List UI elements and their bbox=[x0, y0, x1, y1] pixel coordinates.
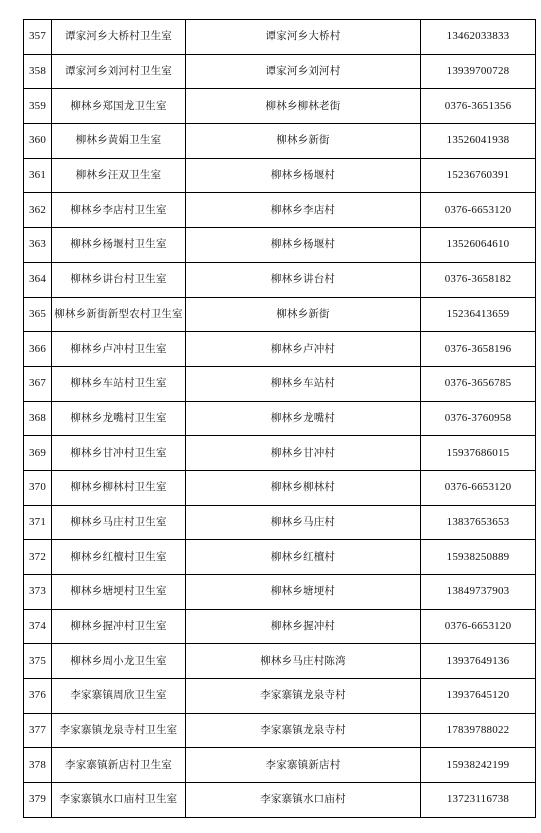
table-row bbox=[24, 262, 536, 297]
row-number-cell: 378 bbox=[24, 748, 52, 783]
clinic-name-cell: 柳林乡郑国龙卫生室 bbox=[52, 89, 186, 124]
table-row bbox=[24, 193, 536, 228]
row-number-cell: 364 bbox=[24, 262, 52, 297]
row-number-cell: 367 bbox=[24, 366, 52, 401]
row-number-cell: 369 bbox=[24, 436, 52, 471]
clinic-phone-cell: 15938250889 bbox=[421, 540, 536, 575]
clinic-name-cell: 李家寨镇周欣卫生室 bbox=[52, 679, 186, 714]
table-row bbox=[24, 575, 536, 610]
row-number-cell: 379 bbox=[24, 783, 52, 818]
clinic-phone-cell: 13526064610 bbox=[421, 228, 536, 263]
clinic-address-cell: 柳林乡红檀村 bbox=[186, 540, 421, 575]
clinic-name-cell: 谭家河乡大桥村卫生室 bbox=[52, 20, 186, 55]
row-number-cell: 371 bbox=[24, 505, 52, 540]
clinic-phone-cell: 13937645120 bbox=[421, 679, 536, 714]
clinic-address-cell: 谭家河乡刘河村 bbox=[186, 54, 421, 89]
row-number-cell: 360 bbox=[24, 124, 52, 159]
clinic-name-cell: 李家寨镇水口庙村卫生室 bbox=[52, 783, 186, 818]
clinic-name-cell: 柳林乡卢冲村卫生室 bbox=[52, 332, 186, 367]
clinic-phone-cell: 0376-3760958 bbox=[421, 401, 536, 436]
table-row bbox=[24, 366, 536, 401]
clinic-address-cell: 柳林乡新街 bbox=[186, 124, 421, 159]
table-row bbox=[24, 505, 536, 540]
clinic-address-cell: 柳林乡甘冲村 bbox=[186, 436, 421, 471]
clinic-address-cell: 柳林乡杨堰村 bbox=[186, 228, 421, 263]
clinic-phone-cell: 0376-6653120 bbox=[421, 193, 536, 228]
clinic-phone-cell: 15236760391 bbox=[421, 158, 536, 193]
clinic-name-cell: 柳林乡甘冲村卫生室 bbox=[52, 436, 186, 471]
clinic-name-cell: 李家寨镇新店村卫生室 bbox=[52, 748, 186, 783]
clinic-name-cell: 柳林乡塘埂村卫生室 bbox=[52, 575, 186, 610]
clinic-address-cell: 李家寨镇水口庙村 bbox=[186, 783, 421, 818]
clinic-name-cell: 柳林乡讲台村卫生室 bbox=[52, 262, 186, 297]
row-number-cell: 362 bbox=[24, 193, 52, 228]
clinic-phone-cell: 13849737903 bbox=[421, 575, 536, 610]
table-row bbox=[24, 679, 536, 714]
clinic-phone-cell: 0376-6653120 bbox=[421, 470, 536, 505]
row-number-cell: 357 bbox=[24, 20, 52, 55]
row-number-cell: 358 bbox=[24, 54, 52, 89]
clinic-name-cell: 柳林乡新街新型农村卫生室 bbox=[52, 297, 186, 332]
clinic-phone-cell: 13937649136 bbox=[421, 644, 536, 679]
clinic-address-cell: 李家寨镇新店村 bbox=[186, 748, 421, 783]
clinic-name-cell: 柳林乡握冲村卫生室 bbox=[52, 609, 186, 644]
clinic-table bbox=[23, 19, 536, 818]
clinic-address-cell: 柳林乡新街 bbox=[186, 297, 421, 332]
clinic-address-cell: 柳林乡马庄村 bbox=[186, 505, 421, 540]
table-row bbox=[24, 783, 536, 818]
clinic-address-cell: 柳林乡讲台村 bbox=[186, 262, 421, 297]
clinic-address-cell: 柳林乡塘埂村 bbox=[186, 575, 421, 610]
clinic-address-cell: 李家寨镇龙泉寺村 bbox=[186, 679, 421, 714]
table-row bbox=[24, 609, 536, 644]
clinic-phone-cell: 17839788022 bbox=[421, 713, 536, 748]
clinic-address-cell: 柳林乡握冲村 bbox=[186, 609, 421, 644]
clinic-name-cell: 柳林乡周小龙卫生室 bbox=[52, 644, 186, 679]
row-number-cell: 376 bbox=[24, 679, 52, 714]
clinic-name-cell: 柳林乡汪双卫生室 bbox=[52, 158, 186, 193]
table-row bbox=[24, 297, 536, 332]
table-row bbox=[24, 436, 536, 471]
clinic-name-cell: 柳林乡杨堰村卫生室 bbox=[52, 228, 186, 263]
row-number-cell: 372 bbox=[24, 540, 52, 575]
clinic-phone-cell: 0376-3651356 bbox=[421, 89, 536, 124]
clinic-address-cell: 李家寨镇龙泉寺村 bbox=[186, 713, 421, 748]
table-row bbox=[24, 228, 536, 263]
clinic-address-cell: 柳林乡车站村 bbox=[186, 366, 421, 401]
clinic-phone-cell: 0376-3658196 bbox=[421, 332, 536, 367]
row-number-cell: 377 bbox=[24, 713, 52, 748]
table-row bbox=[24, 470, 536, 505]
clinic-phone-cell: 0376-3658182 bbox=[421, 262, 536, 297]
row-number-cell: 375 bbox=[24, 644, 52, 679]
clinic-address-cell: 柳林乡柳林村 bbox=[186, 470, 421, 505]
table-row bbox=[24, 748, 536, 783]
row-number-cell: 361 bbox=[24, 158, 52, 193]
row-number-cell: 366 bbox=[24, 332, 52, 367]
table-row bbox=[24, 89, 536, 124]
table-row bbox=[24, 332, 536, 367]
clinic-address-cell: 柳林乡龙嘴村 bbox=[186, 401, 421, 436]
clinic-phone-cell: 0376-3656785 bbox=[421, 366, 536, 401]
row-number-cell: 368 bbox=[24, 401, 52, 436]
clinic-address-cell: 柳林乡杨堰村 bbox=[186, 158, 421, 193]
table-row bbox=[24, 124, 536, 159]
row-number-cell: 374 bbox=[24, 609, 52, 644]
table-row bbox=[24, 54, 536, 89]
clinic-phone-cell: 13939700728 bbox=[421, 54, 536, 89]
row-number-cell: 373 bbox=[24, 575, 52, 610]
clinic-address-cell: 柳林乡柳林老街 bbox=[186, 89, 421, 124]
clinic-name-cell: 柳林乡马庄村卫生室 bbox=[52, 505, 186, 540]
row-number-cell: 363 bbox=[24, 228, 52, 263]
clinic-address-cell: 柳林乡马庄村陈湾 bbox=[186, 644, 421, 679]
clinic-name-cell: 柳林乡柳林村卫生室 bbox=[52, 470, 186, 505]
clinic-phone-cell: 15937686015 bbox=[421, 436, 536, 471]
clinic-table-body bbox=[24, 20, 536, 818]
table-row bbox=[24, 158, 536, 193]
clinic-phone-cell: 15236413659 bbox=[421, 297, 536, 332]
table-row bbox=[24, 401, 536, 436]
table-row bbox=[24, 540, 536, 575]
clinic-phone-cell: 13462033833 bbox=[421, 20, 536, 55]
clinic-address-cell: 谭家河乡大桥村 bbox=[186, 20, 421, 55]
clinic-name-cell: 谭家河乡刘河村卫生室 bbox=[52, 54, 186, 89]
clinic-name-cell: 柳林乡红檀村卫生室 bbox=[52, 540, 186, 575]
row-number-cell: 359 bbox=[24, 89, 52, 124]
row-number-cell: 365 bbox=[24, 297, 52, 332]
clinic-name-cell: 柳林乡李店村卫生室 bbox=[52, 193, 186, 228]
clinic-phone-cell: 13723116738 bbox=[421, 783, 536, 818]
row-number-cell: 370 bbox=[24, 470, 52, 505]
clinic-name-cell: 柳林乡龙嘴村卫生室 bbox=[52, 401, 186, 436]
clinic-name-cell: 柳林乡黄娟卫生室 bbox=[52, 124, 186, 159]
clinic-address-cell: 柳林乡卢冲村 bbox=[186, 332, 421, 367]
clinic-name-cell: 李家寨镇龙泉寺村卫生室 bbox=[52, 713, 186, 748]
clinic-phone-cell: 15938242199 bbox=[421, 748, 536, 783]
clinic-phone-cell: 13837653653 bbox=[421, 505, 536, 540]
table-row bbox=[24, 644, 536, 679]
table-row bbox=[24, 713, 536, 748]
clinic-phone-cell: 13526041938 bbox=[421, 124, 536, 159]
table-row bbox=[24, 20, 536, 55]
clinic-phone-cell: 0376-6653120 bbox=[421, 609, 536, 644]
clinic-address-cell: 柳林乡李店村 bbox=[186, 193, 421, 228]
clinic-name-cell: 柳林乡车站村卫生室 bbox=[52, 366, 186, 401]
